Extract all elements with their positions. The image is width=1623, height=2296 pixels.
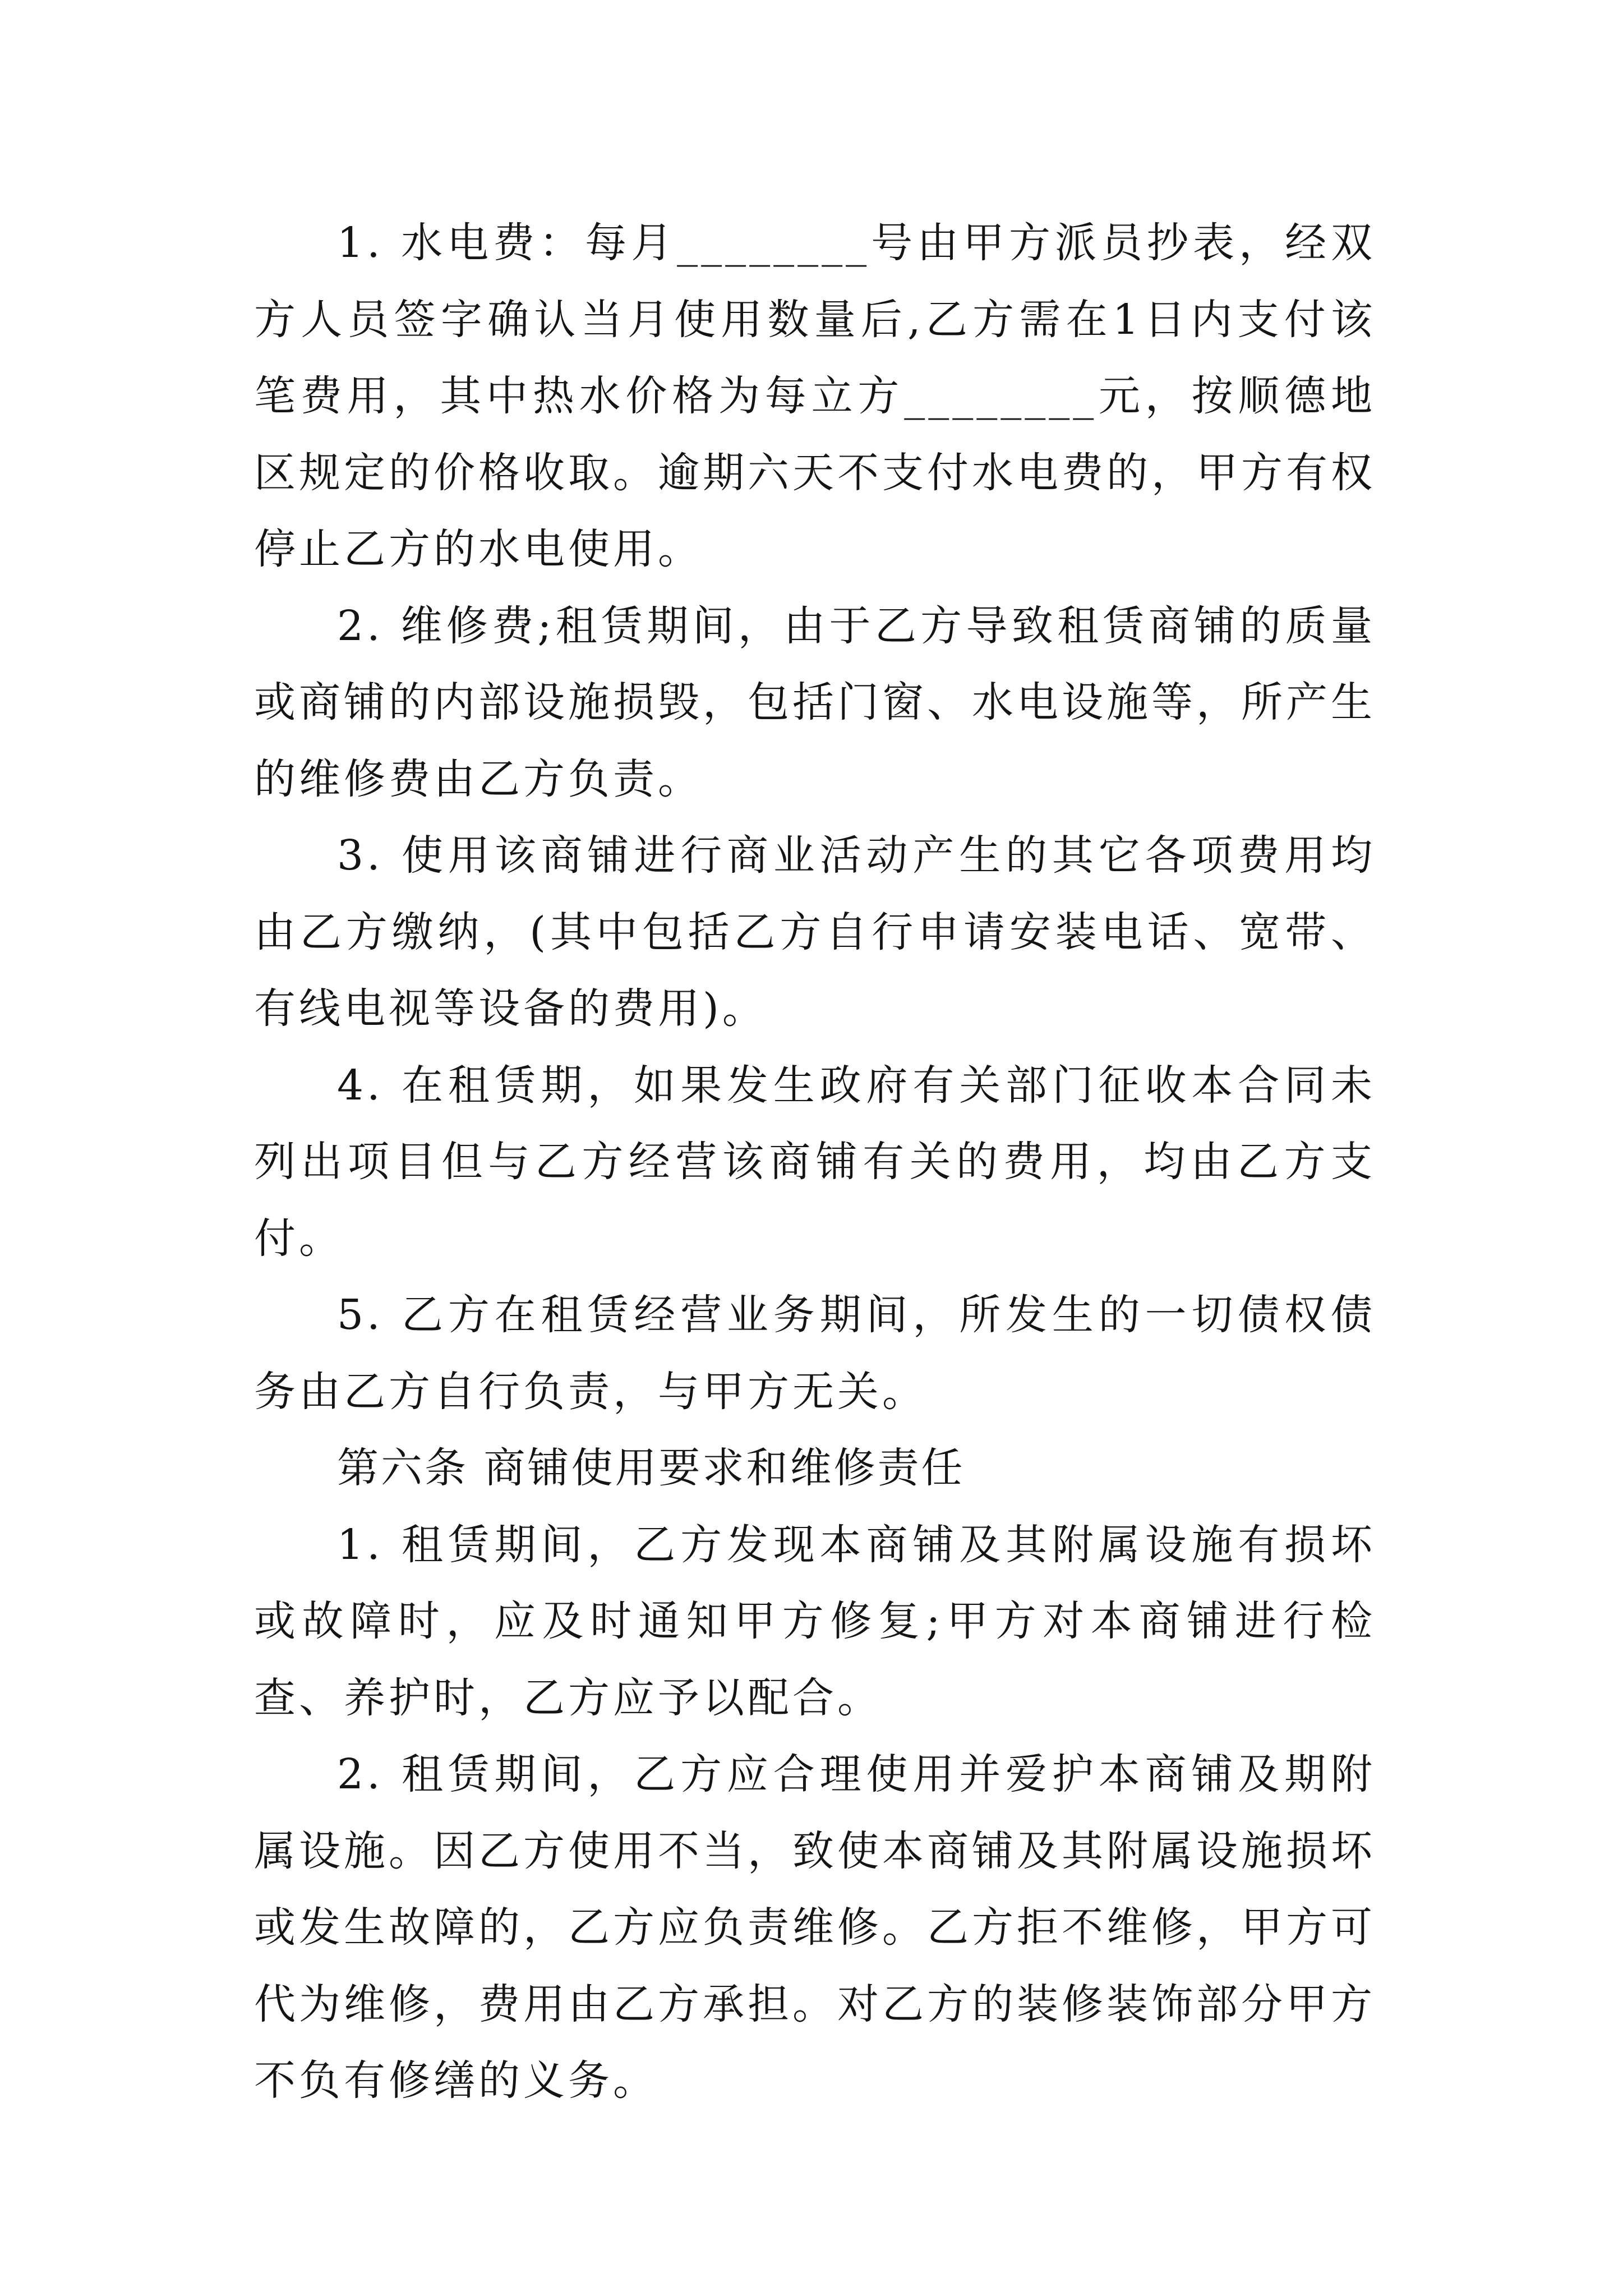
- clause-5-item-4: 4. 在租赁期，如果发生政府有关部门征收本合同未列出项目但与乙方经营该商铺有关的费用，均由乙方支付。: [254, 1061, 1376, 1263]
- clause-5-item-1: 1. 水电费：每月________号由甲方派员抄表，经双方人员签字确认当月使用数量后,乙方需在1日内支付该笔费用，其中热水价格为每立方________元，按顺德地区规定的价格收取。逾期六天不支付水电费的，甲方有权停止乙方的水电使用。: [254, 219, 1376, 573]
- clause-6-item-2: 2. 租赁期间，乙方应合理使用并爱护本商铺及期附属设施。因乙方使用不当，致使本商铺及其附属设施损坏或发生故障的，乙方应负责维修。乙方拒不维修，甲方可代为维修，费用由乙方承担。对乙方的装修装饰部分甲方不负有修缮的义务。: [254, 1750, 1376, 2105]
- clause-5-item-3: 3. 使用该商铺进行商业活动产生的其它各项费用均由乙方缴纳，(其中包括乙方自行申请安装电话、宽带、有线电视等设备的费用)。: [254, 831, 1376, 1033]
- document-body: [254, 205, 1376, 2119]
- clause-5-item-2: 2. 维修费;租赁期间，由于乙方导致租赁商铺的质量或商铺的内部设施损毁，包括门窗、水电设施等，所产生的维修费由乙方负责。: [254, 601, 1376, 803]
- clause-6-item-1: 1. 租赁期间，乙方发现本商铺及其附属设施有损坏或故障时，应及时通知甲方修复;甲方对本商铺进行检查、养护时，乙方应予以配合。: [254, 1520, 1376, 1722]
- clause-6-heading: 第六条 商铺使用要求和维修责任: [337, 1444, 965, 1492]
- clause-5-item-5: 5. 乙方在租赁经营业务期间，所发生的一切债权债务由乙方自行负责，与甲方无关。: [254, 1291, 1376, 1416]
